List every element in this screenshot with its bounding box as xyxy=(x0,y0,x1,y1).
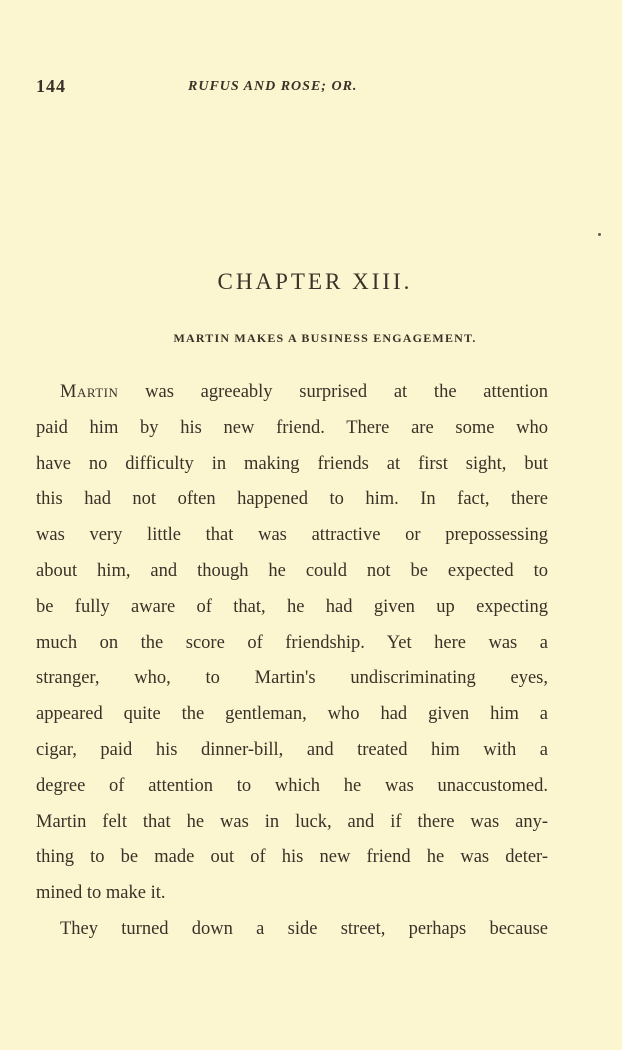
chapter-subtitle: MARTIN MAKES A BUSINESS ENGAGEMENT. xyxy=(173,331,477,345)
paragraph-line: appeared quite the gentleman, who had given him a xyxy=(36,704,548,725)
chapter-title: CHAPTER XIII. xyxy=(217,269,413,294)
page-number: 144 xyxy=(36,76,66,96)
paragraph-line: paid him by his new friend. There are some who xyxy=(36,417,548,438)
paragraph-line: degree of attention to which he was unaccustomed. xyxy=(36,775,548,796)
body-text xyxy=(36,375,548,948)
paragraph-line: stranger, who, to Martin's undiscriminating eyes, xyxy=(36,668,548,689)
running-title: RUFUS AND ROSE; OR. xyxy=(188,79,358,94)
paragraph-line-text: was agreeably surprised at the attention xyxy=(145,382,549,402)
paragraph-line: was very little that was attractive or prepossessing xyxy=(36,525,548,546)
paragraph-line: much on the score of friendship. Yet here was a xyxy=(36,632,548,653)
paragraph-line: They turned down a side street, perhaps because xyxy=(60,918,548,939)
paragraph-line: this had not often happened to him. In fact, there xyxy=(36,489,548,510)
paragraph-line: about him, and though he could not be expected to xyxy=(36,560,548,581)
page-header xyxy=(36,76,586,102)
paragraph-initial-word: Martin xyxy=(60,382,119,402)
paragraph-line: Martin felt that he was in luck, and if there was any- xyxy=(36,811,548,832)
paragraph-line: be fully aware of that, he had given up expecting xyxy=(36,596,548,617)
paragraph-line xyxy=(36,375,548,411)
paragraph-line: cigar, paid his dinner-bill, and treated him with a xyxy=(36,739,548,760)
paper-speck xyxy=(598,233,601,236)
paragraph-line: thing to be made out of his new friend he was deter- xyxy=(36,847,548,868)
paragraph-line: mined to make it. xyxy=(36,883,166,904)
paragraph-line: have no difficulty in making friends at first sight, but xyxy=(36,453,548,474)
